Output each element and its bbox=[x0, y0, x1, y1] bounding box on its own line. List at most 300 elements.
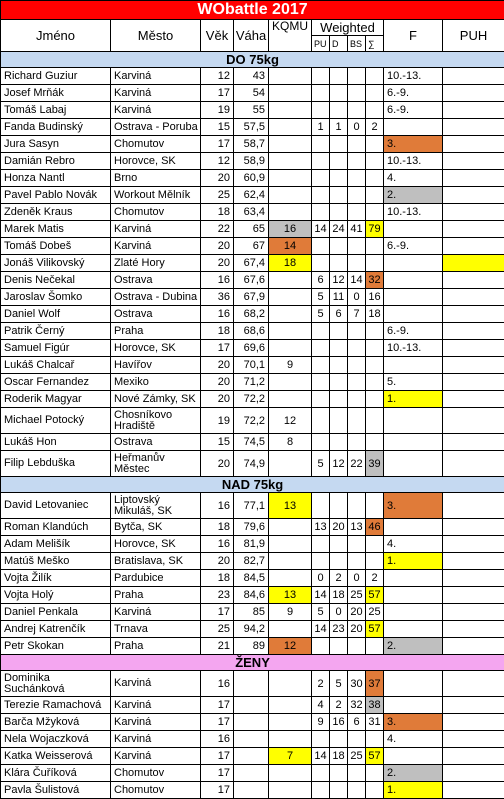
table-row bbox=[1, 187, 504, 204]
cell-kqmu bbox=[269, 570, 312, 587]
cell-sum bbox=[366, 170, 384, 187]
cell-d bbox=[330, 434, 348, 451]
table-row bbox=[1, 553, 504, 570]
cell-puh bbox=[443, 170, 504, 187]
cell-bs: 20 bbox=[348, 621, 366, 638]
cell-f: 2. bbox=[384, 187, 443, 204]
cell-name: Andrej Katrenčík bbox=[1, 621, 111, 638]
cell-f bbox=[384, 621, 443, 638]
table-row bbox=[1, 136, 504, 153]
table-row bbox=[1, 306, 504, 323]
cell-f: 2. bbox=[384, 765, 443, 782]
cell-d bbox=[330, 408, 348, 434]
cell-puh bbox=[443, 255, 504, 272]
cell-sum bbox=[366, 434, 384, 451]
cell-d bbox=[330, 391, 348, 408]
cell-city: Brno bbox=[111, 170, 201, 187]
cell-d bbox=[330, 85, 348, 102]
cell-age: 17 bbox=[201, 136, 234, 153]
cell-kqmu bbox=[269, 272, 312, 289]
cell-bs: 25 bbox=[348, 748, 366, 765]
cell-d bbox=[330, 68, 348, 85]
cell-pu bbox=[312, 238, 330, 255]
cell-age: 15 bbox=[201, 119, 234, 136]
cell-age: 16 bbox=[201, 306, 234, 323]
cell-name: Dominika Suchánková bbox=[1, 671, 111, 697]
table-row bbox=[1, 519, 504, 536]
cell-weight: 62,4 bbox=[234, 187, 269, 204]
cell-d bbox=[330, 204, 348, 221]
cell-pu bbox=[312, 408, 330, 434]
cell-kqmu bbox=[269, 340, 312, 357]
cell-d: 0 bbox=[330, 604, 348, 621]
cell-bs: 13 bbox=[348, 519, 366, 536]
cell-city: Bytča, SK bbox=[111, 519, 201, 536]
cell-kqmu bbox=[269, 153, 312, 170]
cell-pu: 13 bbox=[312, 519, 330, 536]
cell-puh bbox=[443, 621, 504, 638]
cell-age: 17 bbox=[201, 340, 234, 357]
cell-puh bbox=[443, 493, 504, 519]
cell-sum bbox=[366, 536, 384, 553]
cell-weight: 71,2 bbox=[234, 374, 269, 391]
cell-pu: 1 bbox=[312, 119, 330, 136]
cell-age: 25 bbox=[201, 621, 234, 638]
cell-sum: 79 bbox=[366, 221, 384, 238]
cell-d bbox=[330, 731, 348, 748]
cell-sum bbox=[366, 408, 384, 434]
cell-d bbox=[330, 553, 348, 570]
table-row bbox=[1, 671, 504, 697]
cell-kqmu: 13 bbox=[269, 587, 312, 604]
cell-f bbox=[384, 119, 443, 136]
cell-bs bbox=[348, 85, 366, 102]
cell-weight: 74,9 bbox=[234, 451, 269, 477]
cell-bs: 6 bbox=[348, 714, 366, 731]
cell-kqmu bbox=[269, 119, 312, 136]
table-row bbox=[1, 451, 504, 477]
cell-age: 12 bbox=[201, 68, 234, 85]
cell-city: Horovce, SK bbox=[111, 340, 201, 357]
cell-pu: 5 bbox=[312, 451, 330, 477]
cell-city: Workout Mělník bbox=[111, 187, 201, 204]
cell-bs: 30 bbox=[348, 671, 366, 697]
cell-puh bbox=[443, 289, 504, 306]
cell-city: Bratislava, SK bbox=[111, 553, 201, 570]
cell-pu bbox=[312, 102, 330, 119]
cell-bs: 0 bbox=[348, 570, 366, 587]
header-puh: PUH bbox=[443, 20, 504, 52]
cell-weight bbox=[234, 731, 269, 748]
cell-sum bbox=[366, 638, 384, 655]
cell-pu bbox=[312, 255, 330, 272]
cell-city: Karviná bbox=[111, 697, 201, 714]
header-bs: BS bbox=[348, 36, 366, 52]
cell-name: Damián Rebro bbox=[1, 153, 111, 170]
cell-kqmu bbox=[269, 553, 312, 570]
cell-d: 11 bbox=[330, 289, 348, 306]
cell-f: 6.-9. bbox=[384, 323, 443, 340]
cell-weight: 43 bbox=[234, 68, 269, 85]
cell-kqmu bbox=[269, 697, 312, 714]
cell-puh bbox=[443, 731, 504, 748]
cell-sum: 25 bbox=[366, 604, 384, 621]
cell-name: Terezie Ramachová bbox=[1, 697, 111, 714]
cell-age: 17 bbox=[201, 782, 234, 799]
table-row bbox=[1, 238, 504, 255]
table-row bbox=[1, 493, 504, 519]
cell-kqmu bbox=[269, 519, 312, 536]
cell-city: Karviná bbox=[111, 221, 201, 238]
table-row bbox=[1, 621, 504, 638]
cell-bs: 7 bbox=[348, 306, 366, 323]
cell-weight: 55 bbox=[234, 102, 269, 119]
table-row bbox=[1, 434, 504, 451]
cell-name: Matúš Meško bbox=[1, 553, 111, 570]
cell-weight: 63,4 bbox=[234, 204, 269, 221]
cell-city: Heřmanův Městec bbox=[111, 451, 201, 477]
cell-puh bbox=[443, 587, 504, 604]
table-row bbox=[1, 587, 504, 604]
cell-kqmu bbox=[269, 170, 312, 187]
cell-f: 1. bbox=[384, 782, 443, 799]
cell-kqmu: 12 bbox=[269, 638, 312, 655]
table-row bbox=[1, 731, 504, 748]
cell-kqmu bbox=[269, 85, 312, 102]
table-row bbox=[1, 170, 504, 187]
cell-name: Petr Skokan bbox=[1, 638, 111, 655]
cell-name: Adam Melišík bbox=[1, 536, 111, 553]
cell-bs: 14 bbox=[348, 272, 366, 289]
header-kqmu: KQMU bbox=[269, 20, 312, 52]
cell-name: Richard Guziur bbox=[1, 68, 111, 85]
cell-d bbox=[330, 153, 348, 170]
cell-name: Roderik Magyar bbox=[1, 391, 111, 408]
table-row bbox=[1, 536, 504, 553]
cell-city: Chomutov bbox=[111, 136, 201, 153]
cell-bs bbox=[348, 553, 366, 570]
cell-pu: 5 bbox=[312, 306, 330, 323]
cell-d: 24 bbox=[330, 221, 348, 238]
cell-kqmu bbox=[269, 204, 312, 221]
cell-puh bbox=[443, 604, 504, 621]
cell-name: Fanda Budinský bbox=[1, 119, 111, 136]
section-header: ŽENY bbox=[1, 655, 504, 671]
cell-weight: 54 bbox=[234, 85, 269, 102]
cell-age: 25 bbox=[201, 187, 234, 204]
cell-pu: 14 bbox=[312, 621, 330, 638]
cell-sum bbox=[366, 255, 384, 272]
cell-kqmu bbox=[269, 782, 312, 799]
table-row bbox=[1, 748, 504, 765]
cell-name: Honza Nantl bbox=[1, 170, 111, 187]
cell-sum: 16 bbox=[366, 289, 384, 306]
cell-bs: 0 bbox=[348, 289, 366, 306]
cell-bs bbox=[348, 731, 366, 748]
cell-name: Tomáš Labaj bbox=[1, 102, 111, 119]
cell-f: 6.-9. bbox=[384, 85, 443, 102]
cell-d bbox=[330, 136, 348, 153]
cell-kqmu bbox=[269, 187, 312, 204]
cell-city: Karviná bbox=[111, 85, 201, 102]
cell-d: 5 bbox=[330, 671, 348, 697]
cell-d bbox=[330, 357, 348, 374]
cell-d bbox=[330, 493, 348, 519]
cell-pu: 9 bbox=[312, 714, 330, 731]
cell-weight: 84,5 bbox=[234, 570, 269, 587]
cell-d bbox=[330, 238, 348, 255]
cell-weight bbox=[234, 697, 269, 714]
cell-sum bbox=[366, 136, 384, 153]
cell-weight: 94,2 bbox=[234, 621, 269, 638]
cell-pu bbox=[312, 391, 330, 408]
cell-d bbox=[330, 323, 348, 340]
cell-age: 17 bbox=[201, 604, 234, 621]
cell-pu bbox=[312, 434, 330, 451]
cell-d bbox=[330, 102, 348, 119]
cell-city: Karviná bbox=[111, 748, 201, 765]
cell-puh bbox=[443, 714, 504, 731]
cell-pu bbox=[312, 187, 330, 204]
cell-age: 20 bbox=[201, 553, 234, 570]
cell-name: Klára Čuříková bbox=[1, 765, 111, 782]
cell-age: 17 bbox=[201, 714, 234, 731]
section-header: DO 75kg bbox=[1, 52, 504, 68]
cell-bs bbox=[348, 238, 366, 255]
cell-pu bbox=[312, 638, 330, 655]
cell-sum: 57 bbox=[366, 748, 384, 765]
cell-d: 1 bbox=[330, 119, 348, 136]
cell-weight bbox=[234, 671, 269, 697]
cell-age: 12 bbox=[201, 153, 234, 170]
cell-sum: 2 bbox=[366, 119, 384, 136]
cell-pu bbox=[312, 170, 330, 187]
cell-bs bbox=[348, 323, 366, 340]
cell-age: 20 bbox=[201, 391, 234, 408]
cell-name: Oscar Fernandez bbox=[1, 374, 111, 391]
cell-weight: 89 bbox=[234, 638, 269, 655]
cell-f: 6.-9. bbox=[384, 238, 443, 255]
cell-bs bbox=[348, 340, 366, 357]
cell-kqmu bbox=[269, 136, 312, 153]
cell-city: Chosníkovo Hradiště bbox=[111, 408, 201, 434]
cell-name: Katka Weisserová bbox=[1, 748, 111, 765]
cell-d: 18 bbox=[330, 587, 348, 604]
cell-pu bbox=[312, 323, 330, 340]
cell-kqmu bbox=[269, 323, 312, 340]
cell-weight: 68,6 bbox=[234, 323, 269, 340]
cell-pu bbox=[312, 493, 330, 519]
cell-puh bbox=[443, 553, 504, 570]
cell-kqmu: 7 bbox=[269, 748, 312, 765]
cell-name: Samuel Figúr bbox=[1, 340, 111, 357]
cell-bs bbox=[348, 68, 366, 85]
cell-weight: 79,6 bbox=[234, 519, 269, 536]
cell-bs bbox=[348, 255, 366, 272]
table-row bbox=[1, 714, 504, 731]
cell-puh bbox=[443, 374, 504, 391]
cell-f bbox=[384, 519, 443, 536]
cell-puh bbox=[443, 391, 504, 408]
cell-kqmu: 14 bbox=[269, 238, 312, 255]
cell-d bbox=[330, 255, 348, 272]
table-row bbox=[1, 697, 504, 714]
cell-puh bbox=[443, 408, 504, 434]
cell-pu bbox=[312, 553, 330, 570]
cell-pu: 0 bbox=[312, 570, 330, 587]
cell-weight: 82,7 bbox=[234, 553, 269, 570]
cell-bs bbox=[348, 536, 366, 553]
cell-f bbox=[384, 671, 443, 697]
cell-city: Karviná bbox=[111, 68, 201, 85]
cell-bs bbox=[348, 391, 366, 408]
cell-weight bbox=[234, 765, 269, 782]
cell-age: 20 bbox=[201, 238, 234, 255]
cell-d: 6 bbox=[330, 306, 348, 323]
cell-age: 21 bbox=[201, 638, 234, 655]
cell-city: Praha bbox=[111, 638, 201, 655]
cell-sum bbox=[366, 493, 384, 519]
cell-puh bbox=[443, 570, 504, 587]
cell-sum bbox=[366, 357, 384, 374]
cell-age: 17 bbox=[201, 85, 234, 102]
cell-d: 2 bbox=[330, 570, 348, 587]
cell-city: Karviná bbox=[111, 604, 201, 621]
table-row bbox=[1, 408, 504, 434]
cell-weight bbox=[234, 748, 269, 765]
cell-name: Nela Wojaczková bbox=[1, 731, 111, 748]
cell-puh bbox=[443, 68, 504, 85]
cell-name: Vojta Žilík bbox=[1, 570, 111, 587]
table-row bbox=[1, 85, 504, 102]
cell-bs bbox=[348, 782, 366, 799]
table-row bbox=[1, 102, 504, 119]
cell-weight: 67 bbox=[234, 238, 269, 255]
cell-pu: 14 bbox=[312, 221, 330, 238]
cell-sum: 32 bbox=[366, 272, 384, 289]
cell-kqmu bbox=[269, 731, 312, 748]
cell-city: Liptovský Mikuláš, SK bbox=[111, 493, 201, 519]
cell-sum bbox=[366, 153, 384, 170]
cell-age: 15 bbox=[201, 434, 234, 451]
cell-sum: 57 bbox=[366, 587, 384, 604]
table-row bbox=[1, 391, 504, 408]
cell-city: Chomutov bbox=[111, 204, 201, 221]
cell-pu bbox=[312, 85, 330, 102]
cell-d bbox=[330, 536, 348, 553]
cell-age: 16 bbox=[201, 493, 234, 519]
cell-kqmu: 8 bbox=[269, 434, 312, 451]
cell-sum bbox=[366, 731, 384, 748]
cell-city: Chomutov bbox=[111, 765, 201, 782]
table-row bbox=[1, 357, 504, 374]
table-row bbox=[1, 340, 504, 357]
cell-d: 2 bbox=[330, 697, 348, 714]
cell-f: 5. bbox=[384, 374, 443, 391]
cell-d: 18 bbox=[330, 748, 348, 765]
header-city: Město bbox=[111, 20, 201, 52]
cell-puh bbox=[443, 638, 504, 655]
header-sum: ∑ bbox=[366, 36, 384, 52]
cell-f bbox=[384, 306, 443, 323]
cell-bs bbox=[348, 204, 366, 221]
cell-bs: 32 bbox=[348, 697, 366, 714]
cell-city: Havířov bbox=[111, 357, 201, 374]
cell-name: Pavla Šulistová bbox=[1, 782, 111, 799]
cell-sum bbox=[366, 204, 384, 221]
cell-weight: 58,7 bbox=[234, 136, 269, 153]
table-row bbox=[1, 638, 504, 655]
cell-f bbox=[384, 451, 443, 477]
cell-f bbox=[384, 357, 443, 374]
cell-age: 17 bbox=[201, 697, 234, 714]
cell-kqmu bbox=[269, 289, 312, 306]
cell-f: 4. bbox=[384, 731, 443, 748]
cell-f: 1. bbox=[384, 391, 443, 408]
cell-f bbox=[384, 289, 443, 306]
cell-pu bbox=[312, 153, 330, 170]
table-row bbox=[1, 782, 504, 799]
cell-sum bbox=[366, 374, 384, 391]
cell-age: 18 bbox=[201, 323, 234, 340]
cell-city: Ostrava bbox=[111, 272, 201, 289]
cell-pu bbox=[312, 536, 330, 553]
cell-name: Barča Mžyková bbox=[1, 714, 111, 731]
cell-weight: 74,5 bbox=[234, 434, 269, 451]
cell-sum bbox=[366, 782, 384, 799]
cell-sum: 2 bbox=[366, 570, 384, 587]
cell-city: Praha bbox=[111, 587, 201, 604]
cell-pu: 6 bbox=[312, 272, 330, 289]
table-row bbox=[1, 272, 504, 289]
cell-d: 12 bbox=[330, 451, 348, 477]
cell-d: 16 bbox=[330, 714, 348, 731]
cell-sum: 37 bbox=[366, 671, 384, 697]
cell-bs bbox=[348, 408, 366, 434]
cell-f: 10.-13. bbox=[384, 204, 443, 221]
cell-kqmu bbox=[269, 374, 312, 391]
cell-weight bbox=[234, 782, 269, 799]
header-age: Věk bbox=[201, 20, 234, 52]
cell-f bbox=[384, 221, 443, 238]
cell-f: 10.-13. bbox=[384, 153, 443, 170]
cell-weight bbox=[234, 714, 269, 731]
cell-city: Karviná bbox=[111, 102, 201, 119]
cell-sum bbox=[366, 187, 384, 204]
cell-bs bbox=[348, 434, 366, 451]
cell-d bbox=[330, 374, 348, 391]
cell-name: Michael Potocký bbox=[1, 408, 111, 434]
cell-weight: 57,5 bbox=[234, 119, 269, 136]
cell-pu bbox=[312, 340, 330, 357]
cell-age: 18 bbox=[201, 519, 234, 536]
cell-city: Pardubice bbox=[111, 570, 201, 587]
table-row bbox=[1, 119, 504, 136]
cell-pu bbox=[312, 765, 330, 782]
cell-d: 12 bbox=[330, 272, 348, 289]
cell-puh bbox=[443, 697, 504, 714]
cell-puh bbox=[443, 187, 504, 204]
cell-kqmu bbox=[269, 714, 312, 731]
cell-puh bbox=[443, 536, 504, 553]
cell-name: Zdeněk Kraus bbox=[1, 204, 111, 221]
cell-f: 3. bbox=[384, 714, 443, 731]
cell-name: Daniel Wolf bbox=[1, 306, 111, 323]
cell-city: Ostrava - Poruba bbox=[111, 119, 201, 136]
cell-name: Jonáš Vilikovský bbox=[1, 255, 111, 272]
table-row bbox=[1, 570, 504, 587]
cell-weight: 58,9 bbox=[234, 153, 269, 170]
